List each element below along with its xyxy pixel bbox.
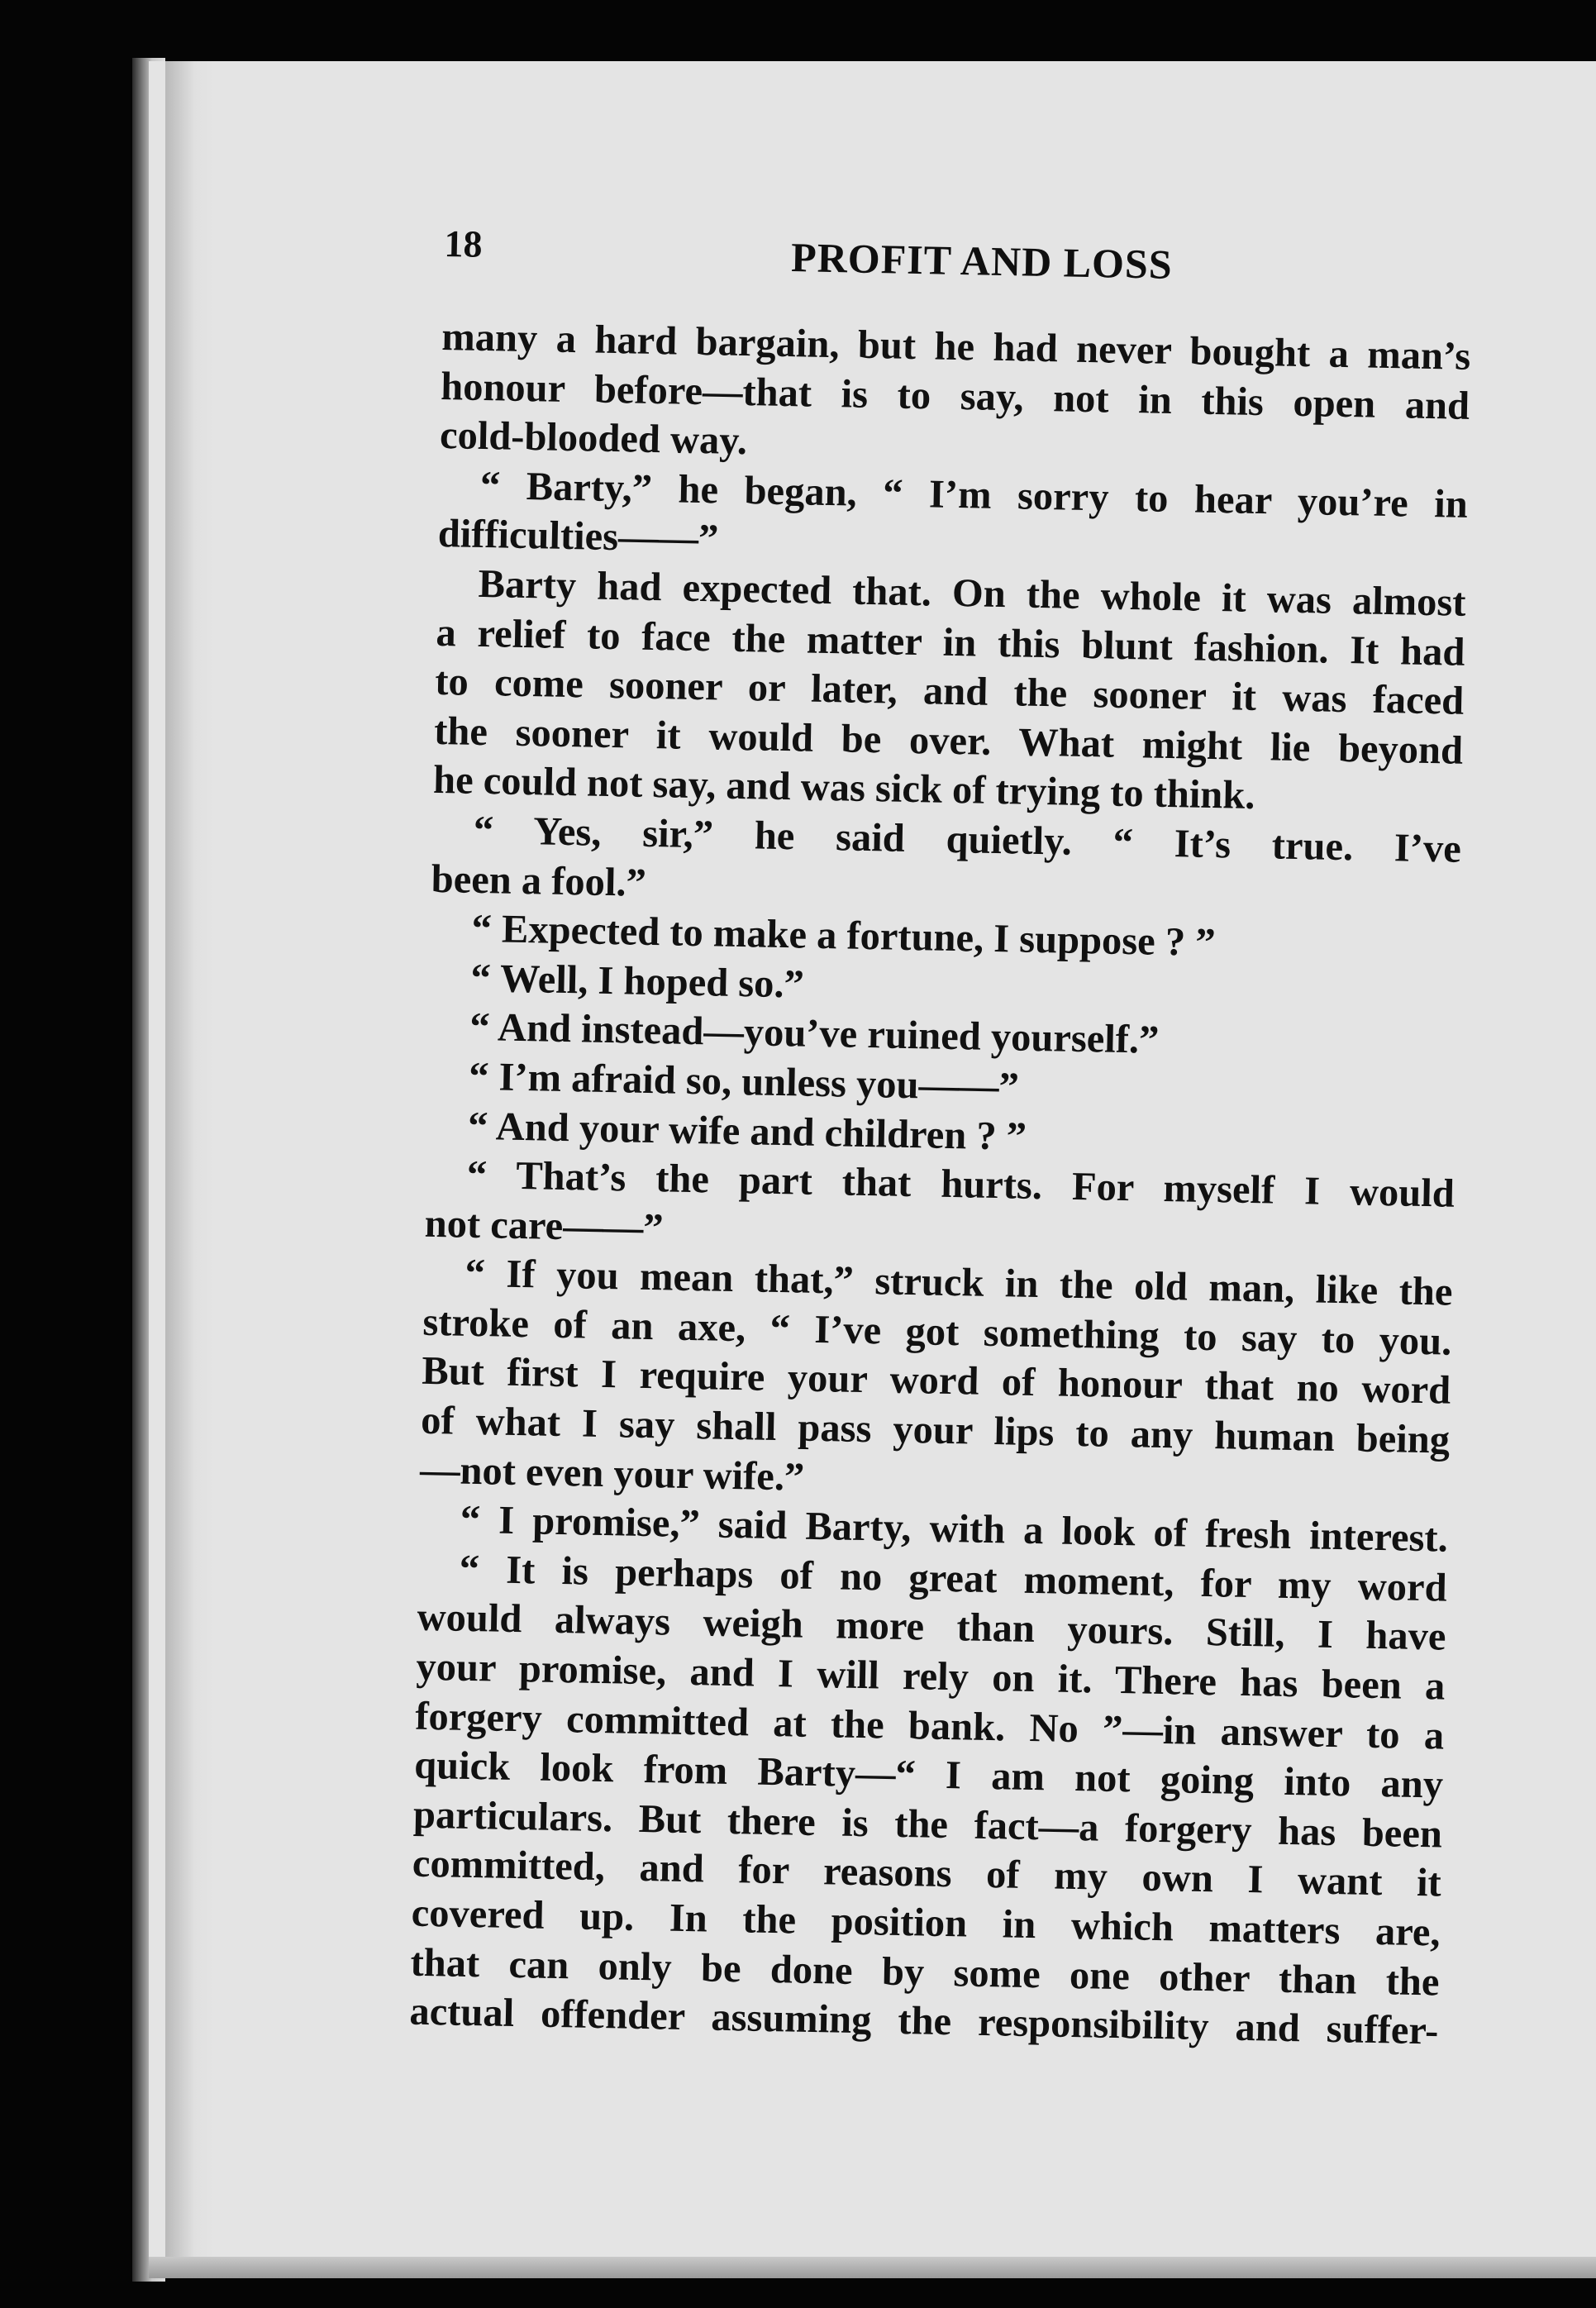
body-text: [409, 312, 1471, 2056]
text-line: “ That’s the part that hurts. For myself I would: [466, 1152, 1455, 1216]
text-line: actual offender assuming the responsibility and suffer-: [409, 1989, 1439, 2053]
text-line: of what I say shall pass your lips to any human being: [420, 1398, 1451, 1462]
text-line: difficulties——”: [437, 512, 719, 561]
text-line: “ Yes, sir,” he said quietly. “ It’s true. I’ve: [473, 808, 1462, 871]
text-line: particulars. But there is the fact—a forgery has been: [412, 1792, 1443, 1857]
text-line: your promise, and I will rely on it. There has been a: [416, 1644, 1446, 1709]
text-line: stroke of an axe, “ I’ve got something to say to you.: [422, 1299, 1452, 1364]
text-line: the sooner it would be over. What might lie beyond: [433, 708, 1464, 773]
text-line: “ Barty,” he began, “ I’m sorry to hear you’re in: [479, 463, 1469, 527]
text-line: forgery committed at the bank. No ”—in answer to a: [414, 1694, 1445, 1758]
text-line: would always weigh more than yours. Still, I have: [417, 1595, 1446, 1660]
text-line: honour before—that is to say, not in this open and: [440, 364, 1470, 428]
text-line: that can only be done by some one other than the: [410, 1940, 1440, 2005]
text-line: Barty had expected that. On the whole it was almost: [478, 561, 1466, 625]
text-line: cold-blooded way.: [439, 413, 748, 464]
text-line: many a hard bargain, but he had never bought a man’s: [441, 314, 1471, 379]
text-line: —not even your wife.”: [419, 1447, 805, 1500]
text-line: covered up. In the position in which matters are,: [411, 1891, 1441, 1955]
text-line: “ I promise,” said Barty, with a look of fresh interest.: [460, 1497, 1449, 1561]
text-line: “ And your wife and children ? ”: [467, 1104, 1027, 1159]
text-line: not care——”: [424, 1201, 664, 1251]
text-line: But first I require your word of honour that no word: [421, 1349, 1451, 1414]
page-number: 18: [444, 222, 483, 265]
text-line: he could not say, and was sick of trying to think.: [432, 758, 1255, 818]
text-line: “ I’m afraid so, unless you——”: [468, 1054, 1020, 1109]
text-line: “ Well, I hoped so.”: [470, 956, 805, 1007]
text-line: committed, and for reasons of my own I want it: [412, 1842, 1442, 1905]
text-line: a relief to face the matter in this blunt fashion. It had: [436, 610, 1465, 675]
running-title: PROFIT AND LOSS: [790, 234, 1174, 288]
text-line: “ And instead—you’ve ruined yourself.”: [469, 1005, 1160, 1063]
text-line: “ Expected to make a fortune, I suppose ? ”: [471, 906, 1216, 966]
text-line: quick look from Barty—“ I am not going into any: [413, 1743, 1444, 1807]
text-line: to come sooner or later, and the sooner it was faced: [434, 660, 1465, 723]
text-line: been a fool.”: [431, 856, 647, 905]
text-line: “ It is perhaps of no great moment, for my word: [459, 1547, 1448, 1610]
page-gutter-shading: [165, 61, 215, 2277]
page-bottom-edge: [149, 2257, 1596, 2278]
text-line: “ If you mean that,” struck in the old man, like the: [465, 1252, 1453, 1314]
